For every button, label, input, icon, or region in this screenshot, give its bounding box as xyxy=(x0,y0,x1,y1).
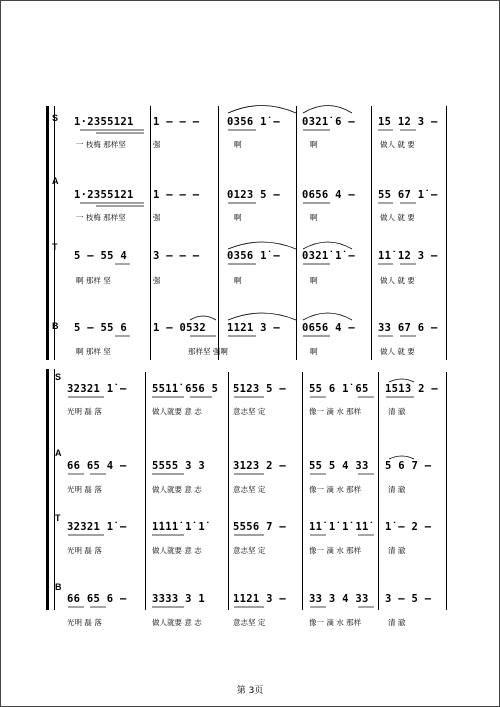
lyric: 强 xyxy=(153,140,161,149)
lyric: 光明 磊 落 xyxy=(67,407,102,416)
lyric: 啊 xyxy=(234,140,242,149)
lyric: 啊 xyxy=(310,140,318,149)
part-label-bass: B xyxy=(52,321,59,331)
part-label-bass: B xyxy=(55,582,62,592)
note-group: 33 67 6 – xyxy=(378,322,438,334)
slur xyxy=(389,456,414,459)
note-group: 66 65 4 – xyxy=(67,460,127,472)
lyric: 啊 xyxy=(234,276,242,285)
lyric: 光明 磊 落 xyxy=(67,546,102,555)
lyric: 一 枝梅 那样坚 xyxy=(76,213,126,222)
note-group: 3 – 5 – xyxy=(385,593,432,605)
note-group: 1121 3 – xyxy=(227,322,280,334)
lyric: 清 澈 xyxy=(388,546,406,555)
note-group: 5556 7 – xyxy=(233,521,286,533)
lyric: 像一 滴 水 那样 xyxy=(309,618,362,627)
note-group: 1121 3 – xyxy=(233,593,286,605)
note-group: 1·2355121 xyxy=(74,189,134,201)
note-group: 1 – 0532 xyxy=(153,322,206,334)
lyric: 做人就要 意 志 xyxy=(152,546,202,555)
note-group: 1̇1̇1̇1̇ 1̇ 1̇ xyxy=(152,521,205,533)
note-group: 0321̇ 1̇ – xyxy=(302,250,355,262)
lyric: 强 xyxy=(153,213,161,222)
lyric: 做人就要 意 志 xyxy=(152,407,202,416)
note-group: 0321̇ 6 – xyxy=(302,116,355,128)
note-group: 5555 3 3 xyxy=(152,460,205,472)
note-group: 0356 1̇ – xyxy=(227,250,280,262)
part-label-alto: A xyxy=(55,448,62,458)
lyric: 啊 xyxy=(310,347,318,356)
lyric: 意志坚 定 xyxy=(233,546,266,555)
part-label-soprano: S xyxy=(55,372,62,382)
note-group: 0656 4 – xyxy=(302,189,355,201)
note-group: 5 6 7 – xyxy=(385,460,432,472)
note-group: 1 – – – xyxy=(153,189,200,201)
note-group: 1̇ – 2 – xyxy=(385,521,432,533)
note-group: 0123 5 – xyxy=(227,189,280,201)
note-group: 55 67 1̇ – xyxy=(378,189,438,201)
note-group: 1 – – – xyxy=(153,116,200,128)
lyric: 啊 xyxy=(310,276,318,285)
note-group: 3 – – – xyxy=(153,250,200,262)
lyric: 做人 就 要 xyxy=(380,347,415,356)
lyric: 做人 就 要 xyxy=(380,276,415,285)
note-group: 1̇1̇ 1̇2 3 – xyxy=(378,250,438,262)
lyric: 像一 滴 水 那样 xyxy=(309,407,362,416)
note-group: 0356 1̇ – xyxy=(227,116,280,128)
lyric: 像一 滴 水 那样 xyxy=(309,485,362,494)
note-group: 1·2355121 xyxy=(74,116,134,128)
lyric: 像一 滴 水 那样 xyxy=(309,546,362,555)
note-group: 55 5 4 33 xyxy=(309,460,369,472)
part-label-tenor: T xyxy=(55,513,61,523)
note-group: 32321 1̇ – xyxy=(67,383,127,395)
lyric: 啊 xyxy=(234,213,242,222)
note-group: 55 6 1̇ 65 xyxy=(309,383,369,395)
note-group: 5 – 55 6 xyxy=(74,322,127,334)
lyric: 意志坚 定 xyxy=(233,618,266,627)
part-label-tenor: T xyxy=(52,242,58,252)
lyric: 强 xyxy=(153,276,161,285)
note-group: 1̇5 1̇2 3 – xyxy=(378,116,438,128)
lyric: 啊 那样 坚 xyxy=(76,276,111,285)
note-group: 5 – 55 4 xyxy=(74,250,127,262)
lyric: 清 澈 xyxy=(388,407,406,416)
slur xyxy=(228,313,296,320)
lyric: 啊 xyxy=(310,213,318,222)
note-group: 33 3 4 33 xyxy=(309,593,369,605)
note-group: 551̇1̇ 656 5 xyxy=(152,383,219,395)
note-group: 3123 2 – xyxy=(233,460,286,472)
lyric: 啊 那样 坚 xyxy=(76,347,111,356)
lyric: 做人 就 要 xyxy=(380,213,415,222)
note-group: 15̇1̇3 2 – xyxy=(385,383,438,395)
lyric: 那样坚 强啊 xyxy=(188,347,228,356)
slur xyxy=(303,106,352,114)
slur xyxy=(190,316,216,320)
page-number: 第 3页 xyxy=(236,686,264,696)
slur xyxy=(389,379,414,382)
note-group: 32321 1̇ – xyxy=(67,521,127,533)
slur xyxy=(228,242,296,249)
note-group: 66 65 6 – xyxy=(67,593,127,605)
lyric: 光明 磊 落 xyxy=(67,618,102,627)
note-group: 0656 4 – xyxy=(302,322,355,334)
note-group: 1̇1̇ 1̇ 1̇ 1̇1̇ xyxy=(309,521,369,533)
lyric: 清 澈 xyxy=(388,618,406,627)
note-group: 3333 3 1 xyxy=(152,593,205,605)
lyric: 做人就要 意 志 xyxy=(152,618,202,627)
lyric: 意志坚 定 xyxy=(233,485,266,494)
slur xyxy=(303,242,352,249)
lyric: 做人就要 意 志 xyxy=(152,485,202,494)
slur xyxy=(228,106,296,114)
lyric: 做人 就 要 xyxy=(380,140,415,149)
lyric: 一 枝梅 那样坚 xyxy=(76,140,126,149)
slur xyxy=(303,313,352,320)
note-group: 5123 5 – xyxy=(233,383,286,395)
lyric: 意志坚 定 xyxy=(233,407,266,416)
lyric: 清 澈 xyxy=(388,485,406,494)
part-label-soprano: S xyxy=(52,113,59,123)
part-label-alto: A xyxy=(52,176,59,186)
lyric: 光明 磊 落 xyxy=(67,485,102,494)
